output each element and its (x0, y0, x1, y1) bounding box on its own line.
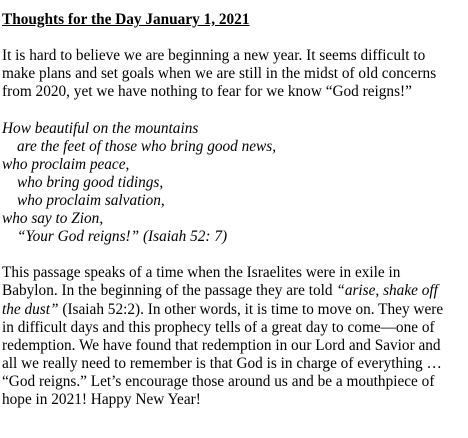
body-line: hope in 2021! Happy New Year! (2, 390, 201, 408)
intro-line: make plans and set goals when we are still in the midst of old concerns (2, 65, 437, 83)
body-line (2, 301, 466, 319)
poem-line: who proclaim salvation, (17, 191, 165, 209)
scripture-quote: the dust” (2, 300, 59, 318)
poem-line: are the feet of those who bring good news, (17, 137, 277, 155)
body-line: “God reigns.” Let’s encourage those around us and be a mouthpiece of (2, 372, 435, 390)
body-text: (Isaiah 52:2). In other words, it is time to move on. They were (58, 300, 444, 318)
poem-line: who say to Zion, (2, 210, 104, 228)
document-title: Thoughts for the Day January 1, 2021 (2, 11, 250, 28)
scripture-poem (2, 120, 466, 247)
poem-line: How beautiful on the mountains (2, 119, 199, 137)
intro-paragraph (2, 47, 466, 101)
poem-line: who bring good tidings, (17, 173, 164, 191)
body-line: redemption. We have found that redemption in our Lord and Savior and (2, 336, 441, 354)
body-line: This passage speaks of a time when the Israelites were in exile in (2, 264, 401, 282)
body-paragraph (2, 264, 466, 409)
body-line: all we really need to remember is that God is in charge of everything … (2, 354, 442, 372)
body-line (2, 282, 466, 300)
intro-line: from 2020, yet we have nothing to fear for we know “God reigns!” (2, 83, 412, 101)
body-line: in difficult days and this prophecy tells of a great day to come—one of (2, 318, 435, 336)
poem-line: who proclaim peace, (2, 155, 130, 173)
body-text: Babylon. In the beginning of the passage they are told (2, 282, 337, 300)
intro-line: It is hard to believe we are beginning a new year. It seems difficult to (2, 47, 426, 65)
scripture-quote: “arise, shake off (336, 282, 438, 300)
poem-line: “Your God reigns!” (Isaiah 52: 7) (17, 228, 228, 246)
document (2, 11, 466, 409)
